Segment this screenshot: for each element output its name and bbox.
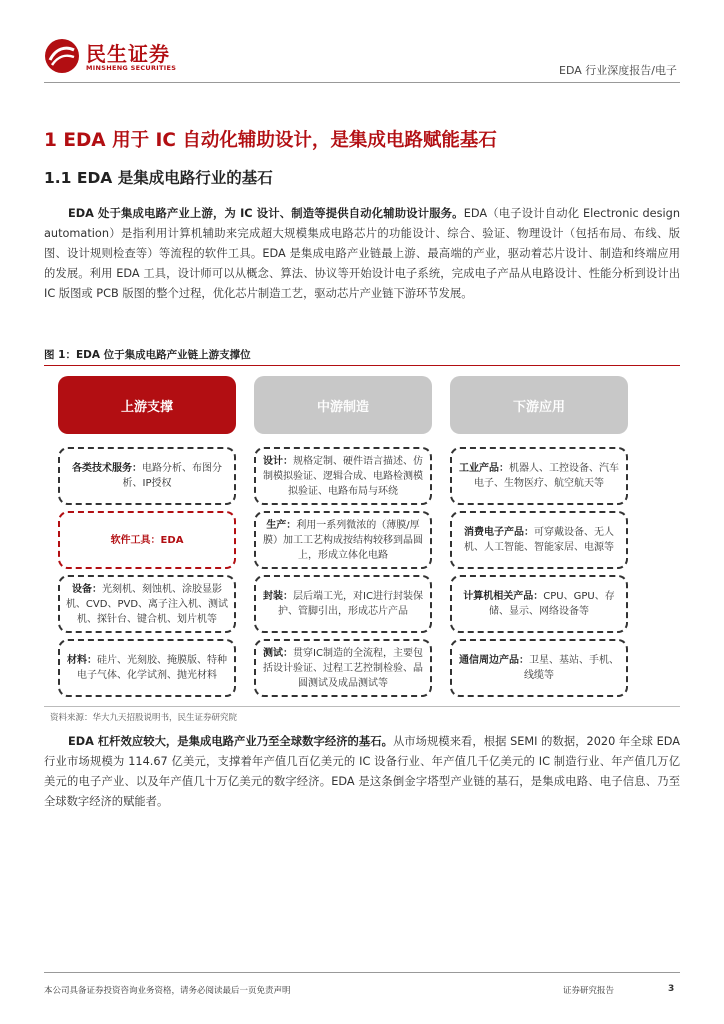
section-heading-2: 1.1 EDA 是集成电路行业的基石 xyxy=(44,169,273,187)
midstream-cell-packaging xyxy=(254,575,432,633)
logo-text-en: MINSHENG SECURITIES xyxy=(86,64,177,72)
downstream-cell-computer xyxy=(450,575,628,633)
midstream-cell-testing xyxy=(254,639,432,697)
paragraph-2-bold: EDA 杠杆效应较大，是集成电路产业乃至全球数字经济的基石。 xyxy=(68,735,393,748)
column-header-midstream: 中游制造 xyxy=(254,376,432,434)
page-number: 3 xyxy=(668,984,675,994)
cell-text: 层后端工光，对IC进行封装保护、管脚引出，形成芯片产品 xyxy=(278,591,423,617)
footer-label: 证券研究报告 xyxy=(563,986,615,996)
logo-text-cn: 民生证券 xyxy=(86,42,170,66)
paragraph-1-text: EDA（电子设计自动化 Electronic design automation）是指利用计算机辅助来完成超大规模集成电路芯片的功能设计、综合、验证、物理设计（包括布局、布线、版图、设计规则检查等）等流程的软件工具。EDA 是集成电路产业链最上游、最高端的产业，驱动着芯片设计、制造和终端应用的发展。利用 EDA 工具，设计师可以从概念、算法、协议等开始设计电子系统，完成电子产品从电路设计、性能分析到设计出 IC 版图或 PCB 版图的整个过程，优化芯片制造工艺，驱动芯片产业链下游环节发展。 xyxy=(44,207,680,300)
figure-title-rule xyxy=(44,365,680,366)
cell-text: 硅片、光刻胶、掩膜版、特种电子气体、化学试剂、抛光材料 xyxy=(77,655,227,681)
upstream-cell-equipment xyxy=(58,575,236,633)
cell-text: CPU、GPU、存储、显示、网络设备等 xyxy=(489,591,615,617)
downstream-cell-industrial xyxy=(450,447,628,505)
cell-label: 生产： xyxy=(266,519,297,531)
cell-label: 测试： xyxy=(263,647,294,659)
cell-text: 可穿戴设备、无人机、人工智能、智能家居、电源等 xyxy=(464,527,614,553)
cell-text: 利用一系列微浓的（薄膜/厚膜）加工工艺构成按结构较移到晶圆上，形成立体化电路 xyxy=(263,519,423,561)
cell-label: 设备： xyxy=(72,583,102,595)
column-header-downstream: 下游应用 xyxy=(450,376,628,434)
header-divider xyxy=(44,82,680,83)
cell-label: 通信周边产品： xyxy=(459,655,529,666)
paragraph-1-bold: EDA 处于集成电路产业上游，为 IC 设计、制造等提供自动化辅助设计服务。 xyxy=(68,207,464,220)
paragraph-1 xyxy=(44,204,680,304)
section-heading-1: 1 EDA 用于 IC 自动化辅助设计，是集成电路赋能基石 xyxy=(44,130,497,151)
downstream-cell-consumer xyxy=(450,511,628,569)
cell-text: 电路分析、布图分析、IP授权 xyxy=(122,463,222,489)
upstream-cell-materials xyxy=(58,639,236,697)
cell-label: 各类技术服务： xyxy=(72,463,142,474)
cell-text: 贯穿IC制造的全流程，主要包括设计验证、过程工艺控制检验、晶圆测试及成品测试等 xyxy=(263,647,423,689)
midstream-cell-design xyxy=(254,447,432,505)
upstream-cell-services xyxy=(58,447,236,505)
cell-label: 封装： xyxy=(263,591,294,602)
paragraph-2 xyxy=(44,732,680,812)
footer-disclaimer: 本公司具备证券投资咨询业务资格，请务必阅读最后一页免责声明 xyxy=(44,986,291,996)
minsheng-logo-icon xyxy=(44,38,80,74)
cell-label: 设计： xyxy=(263,455,293,467)
page-header xyxy=(0,0,724,82)
source-divider xyxy=(44,706,680,707)
figure-title: 图 1：EDA 位于集成电路产业链上游支撑位 xyxy=(44,349,251,361)
report-type: EDA 行业深度报告/电子 xyxy=(559,64,677,77)
cell-label: 材料： xyxy=(67,655,97,666)
column-header-upstream: 上游支撑 xyxy=(58,376,236,434)
cell-label: 工业产品： xyxy=(459,463,509,474)
cell-label: 计算机相关产品： xyxy=(463,591,544,602)
paragraph-2-text: 从市场规模来看，根据 SEMI 的数据，2020 年全球 EDA 行业市场规模为 114.67 亿美元，支撑着年产值几百亿美元的 IC 设备行业、年产值几千亿美元的 IC 制造行业、年产值几万亿美元的电子产业、以及年产值几十万亿美元的数字经济。EDA 是这条倒金字塔型产业链的基石，是集成电路、电子信息、乃至全球数字经济的赋能者。 xyxy=(44,735,680,808)
cell-text: 光刻机、刻蚀机、涂胶显影机、CVD、PVD、离子注入机、测试机、探针台、键合机、划片机等 xyxy=(65,583,229,625)
cell-text: 卫星、基站、手机、线缆等 xyxy=(524,655,619,681)
cell-text: 机器人、工控设备、汽车电子、生物医疗、航空航天等 xyxy=(474,463,619,489)
figure-source: 资料来源：华大九天招股说明书，民生证券研究院 xyxy=(50,713,238,723)
footer-divider xyxy=(44,972,680,973)
cell-label: 消费电子产品： xyxy=(464,527,534,538)
cell-label: 软件工具：EDA xyxy=(110,534,184,546)
cell-text: 规格定制、硬件语言描述、仿制模拟验证、逻辑合成、电路检测模拟验证、电路布局与环绕 xyxy=(263,455,423,497)
downstream-cell-communication xyxy=(450,639,628,697)
upstream-cell-eda xyxy=(58,511,236,569)
midstream-cell-production xyxy=(254,511,432,569)
